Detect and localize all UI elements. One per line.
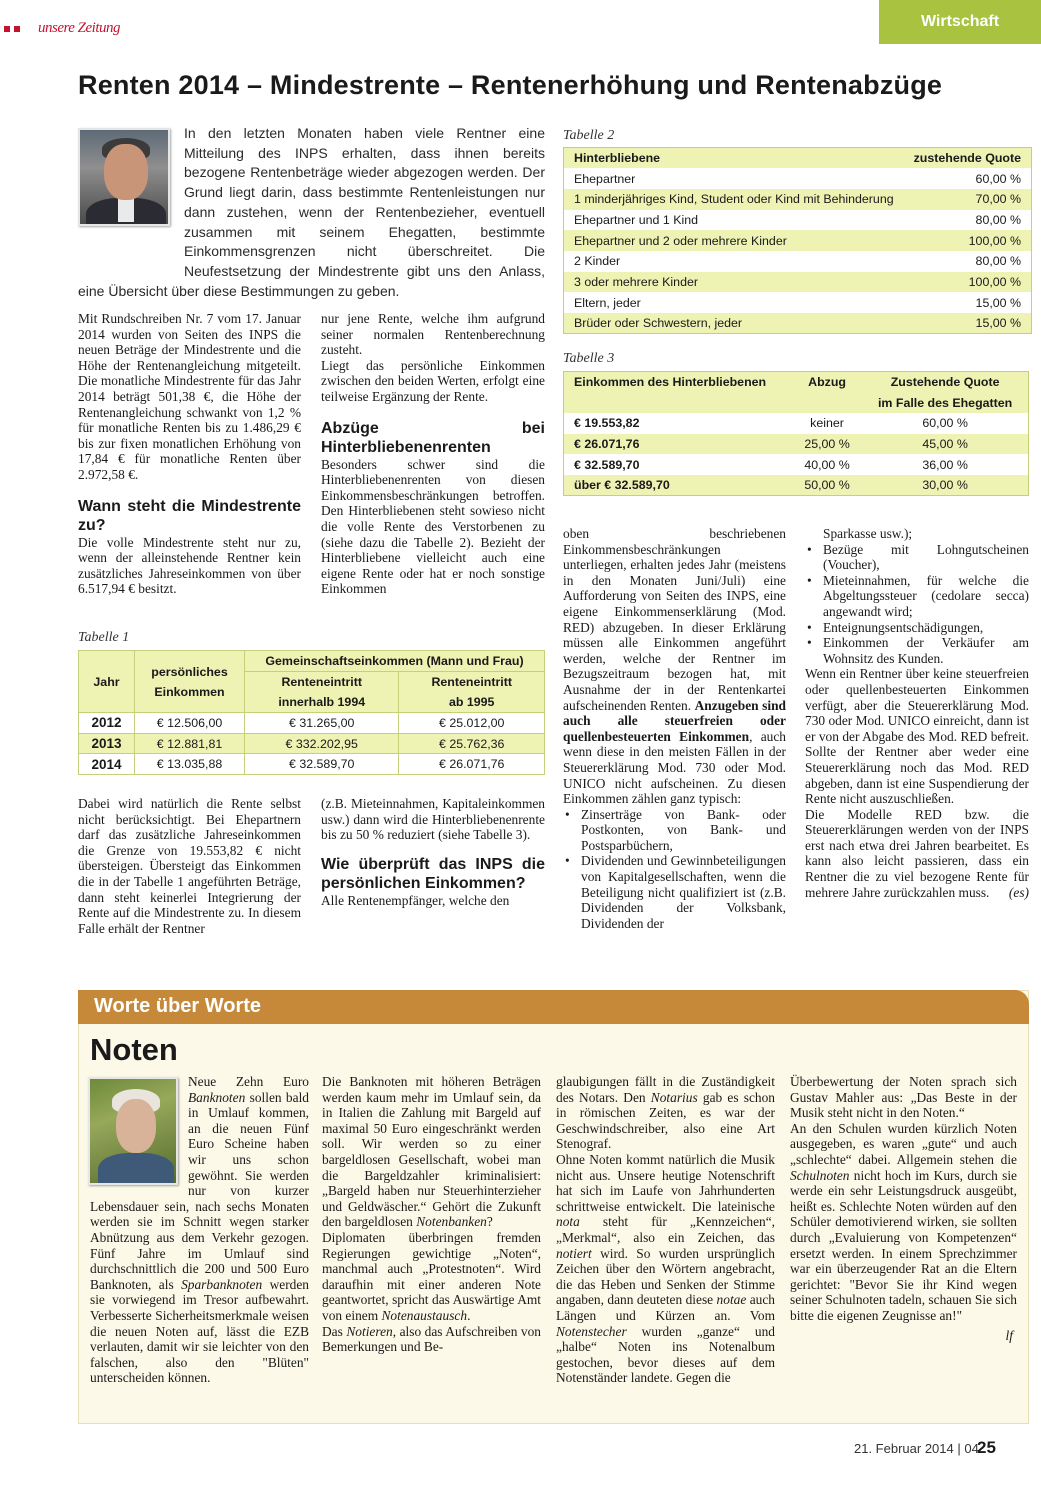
table-header-cell: Jahr (79, 651, 135, 713)
table-header-row (79, 651, 545, 672)
brand-marker (4, 26, 20, 32)
text-run: auch Längen und Kürzen an. Vom (556, 1292, 775, 1323)
paragraph: Die Modelle RED bzw. die Steuererklärungen werden von der INPS erst nach etwa drei Jahren bearbeitet. Es kann also leicht passieren, dass ein Rentner die zu viel bezogene Rente für mehrere Jahre zurückzahlen muss. (805, 806, 1029, 900)
emphasis: Anzugeben sind auch alle steuerfreien oder quellenbesteuerten Einkommen (563, 697, 786, 744)
table-cell: über € 32.589,70 (574, 478, 670, 493)
table-header-cell: Renteneintritt (245, 671, 399, 692)
column-title: Noten (90, 1032, 178, 1067)
table-row (79, 733, 545, 754)
table-1 (78, 650, 545, 775)
table-cell: 100,00 % (968, 274, 1022, 289)
table-row (564, 230, 1032, 251)
text-run: , also das Aufschreiben von Bemerkungen und Be- (322, 1323, 541, 1355)
list-item: • Zinserträge von Bank- oder Postkonten, von Bank- und Postsparbüchern, (563, 807, 786, 854)
text-run: Das (322, 1323, 347, 1339)
list-item: • Dividenden und Gewinnbeteiligungen von Kapitalgesellschaften, wenn die Beteiligung nicht qualifiziert ist (z.B. Dividenden der Volksbank, Dividenden der (563, 853, 786, 931)
table-cell: 45,00 % (922, 436, 968, 451)
table-cell: 25,00 % (804, 436, 850, 451)
emphasis: nota (556, 1214, 580, 1230)
table-row (564, 313, 1032, 334)
table-cell: € 332.202,95 (245, 733, 399, 754)
list-item: • Mieteinnahmen, für welche die Abgeltungssteuer (cedolare secca) angewandt wird; (805, 573, 1029, 620)
table-header-cell: Gemeinschaftseinkommen (Mann und Frau) (245, 651, 545, 672)
table-cell: 2012 (79, 713, 135, 734)
text-run: wird. So wurden ursprünglich Zeichen über den Wörtern angebracht, die das Heben und Senken der Stimme angaben, dann deuteten diese (556, 1245, 775, 1308)
brand-logo: unsere Zeitung (38, 20, 121, 36)
table-2-caption: Tabelle 2 (563, 128, 615, 143)
table-cell: 60,00 % (922, 416, 968, 431)
column-signature: lf (1005, 1327, 1013, 1343)
table-cell: € 25.762,36 (399, 733, 545, 754)
emphasis: Notenbanken (416, 1214, 487, 1230)
article-column-3 (563, 526, 786, 931)
table-3 (563, 371, 1029, 496)
table-cell: Ehepartner und 2 oder mehrere Kinder (574, 233, 787, 248)
column-text-4 (790, 1074, 1017, 1343)
table-cell: 30,00 % (922, 478, 968, 493)
list-item: • Bezüge mit Lohngutscheinen (Voucher), (805, 542, 1029, 573)
column-band-title: Worte über Worte (94, 995, 262, 1017)
table-cell: 100,00 % (968, 233, 1022, 248)
column-text-1 (90, 1074, 309, 1386)
table-row (79, 754, 545, 775)
table-cell: 2014 (79, 754, 135, 775)
emphasis: notiert (556, 1245, 592, 1261)
text-run: sollen bald in Umlauf kommen, an die neuen Fünf Euro Scheine haben wir uns schon gewöhnt. Sie werden nur von kurzer Lebensdauer sein, nach sechs Monaten werden sie im Schnitt wegen starker Abnützung aus dem Verkehr gezogen. Fünf Jahre im Umlauf sind durchschnittlich die 200 und 500 Euro Banknoten, als (90, 1089, 309, 1292)
table-cell: € 26.071,76 (399, 754, 545, 775)
text-run: steht für „Kennzeichen“, „Merkmal“, also ein Zeichen, das (556, 1214, 775, 1245)
emphasis: Notenstecher (556, 1323, 627, 1339)
table-cell: Ehepartner und 1 Kind (574, 212, 698, 227)
table-cell: € 13.035,88 (135, 754, 245, 775)
table-cell: Ehepartner (574, 171, 636, 186)
table-cell: € 32.589,70 (574, 457, 640, 472)
column-text-3 (556, 1074, 775, 1386)
table-header-cell: zustehende Quote (904, 148, 1032, 169)
emphasis: Banknoten (188, 1089, 246, 1105)
text-run: . (467, 1307, 471, 1323)
table-header-cell: Einkommen des Hinterbliebenen (564, 372, 792, 393)
table-cell: 2013 (79, 733, 135, 754)
subheading-abzuege: Abzüge bei Hinterbliebenenrenten (321, 419, 545, 456)
table-row (564, 272, 1032, 293)
table-cell: € 25.012,00 (399, 713, 545, 734)
table-cell: 80,00 % (975, 254, 1022, 269)
issue-date: 21. Februar 2014 | 04 (854, 1441, 979, 1456)
table-cell: € 12.506,00 (135, 713, 245, 734)
section-tab: Wirtschaft (879, 0, 1041, 44)
table-cell: € 12.881,81 (135, 733, 245, 754)
text-run: oben beschriebenen Einkommensbeschränkungen unterliegen, erhalten jedes Jahr (meistens in den Monaten Juni/Juli) eine Aufforderung von Seiten des INPS, eine eigene Einkommenserklärung (Mod. RED) abzugeben. In dieser Erklärung müssen alle Einkommen angeführt werden, welche der Rentner im Bezugszeitraum bezogen hat, mit Ausnahme der in der Rentenkartei aufscheinenden Renten. (563, 526, 786, 713)
list-item: • Einkommen der Verkäufer am Wohnsitz des Kunden. (805, 635, 1029, 666)
paragraph: Sparkasse usw.); (823, 526, 913, 541)
article-title: Renten 2014 – Mindestrente – Rentenerhöhung und Rentenabzüge (78, 70, 943, 100)
list-item: • Enteignungsentschädigungen, (805, 620, 1029, 636)
article-column-4 (805, 526, 1029, 900)
paragraph: nur jene Rente, welche ihm aufgrund seiner normalen Rentenberechnung zusteht. (321, 311, 545, 358)
emphasis: Notieren (346, 1323, 393, 1339)
paragraph: Überbewertung der Noten sprach sich Gustav Mahler aus: „Das Beste in der Musik steht nicht in den Noten.“ (790, 1074, 1017, 1121)
table-cell: 40,00 % (804, 457, 850, 472)
text-run: werden sie vorwiegend im Tresor aufbewahrt. Verbesserte Sicherheitsmerkmale weisen die neuen Noten auf, lässt die EZB verlauten, damit wir sie leichter von den falschen, also den "Blüten" unterscheiden können. (90, 1276, 309, 1386)
table-cell: 60,00 % (975, 171, 1022, 186)
article-column-2 (321, 311, 545, 597)
table-row (564, 434, 1029, 455)
table-cell: Brüder oder Schwestern, jeder (574, 316, 743, 331)
emphasis: Notenaustausch (381, 1307, 468, 1323)
table-cell: € 31.265,00 (245, 713, 399, 734)
table-cell: 3 oder mehrere Kinder (574, 274, 698, 289)
bullet-list (563, 807, 786, 932)
table-header-row (564, 392, 1029, 413)
page-number: 25 (977, 1438, 996, 1457)
table-header-cell: Hinterbliebene (564, 148, 904, 169)
table-1-caption: Tabelle 1 (78, 630, 130, 645)
table-row (564, 168, 1032, 189)
article-column-1-continued (78, 796, 301, 936)
text-run: Die Banknoten mit höheren Beträgen werden kaum mehr im Umlauf sein, da in Italien die Zahlung mit Bargeld auf maximal 50 Euro eingeschränkt werden soll. Wir werden so zu einer bargeldlosen Gesellschaft, wobei man die Bargeldzahler kriminalisiert: „Bargeld haben nur Steuerhinterzieher und Geldwäscher.“ Gehört die Zukunft den bargeldlosen (322, 1074, 541, 1230)
table-cell: 1 minderjähriges Kind, Student oder Kind mit Behinderung (574, 192, 894, 207)
table-cell: 2 Kinder (574, 254, 621, 269)
table-cell: 70,00 % (975, 192, 1022, 207)
paragraph (790, 1121, 1017, 1324)
paragraph: Liegt das persönliche Einkommen zwischen den beiden Werten, erfolgt eine teilweise Ergänzung der Rente. (321, 357, 545, 404)
table-row (79, 713, 545, 734)
paragraph: (z.B. Mieteinnahmen, Kapitaleinkommen usw.) dann wird die Hinterbliebenenrente bis zu 50 % reduziert (siehe Tabelle 3). (321, 796, 545, 843)
header-line: persönliches (151, 664, 228, 679)
table-row (564, 413, 1029, 434)
text-run: Neue Zehn Euro (188, 1074, 309, 1089)
paragraph (556, 1152, 775, 1386)
table-header-cell: Abzug (792, 372, 862, 393)
article-column-2-continued (321, 796, 545, 908)
article-intro (78, 124, 545, 301)
paragraph: Mit Rundschreiben Nr. 7 vom 17. Januar 2014 wurden von Seiten des INPS die neuen Beträge der Mindestrente und die Höhe der Rentenangleichung mitgeteilt. Die monatliche Mindestrente für das Jahr 2014 beträgt 501,38 €, die Höhe der Rentenangleichung schwankt von 1,2 % für monatliche Renten bis zu 1.486,29 € bis zur fixen monatlichen Erhöhung von 17,84 € für monatliche Renten über 2.972,58 €. (78, 311, 301, 482)
text-run: , auch wenn diese in den meisten Fällen in der Steuererklärung Mod. 730 oder Mod. UNICO nicht aufscheinen. Zu diesen Einkommen zählen ganz typisch: (563, 728, 786, 807)
text-run: An den Schulen wurden kürzlich Noten ausgegeben, es waren „gute“ und auch „schlechte“ dabei. Allgemein stehen die (790, 1120, 1017, 1167)
table-row (564, 189, 1032, 210)
table-header-row (564, 148, 1032, 169)
paragraph (322, 1324, 541, 1355)
paragraph: Alle Rentenempfänger, welche den (321, 892, 510, 908)
paragraph: Die volle Mindestrente steht nur zu, wenn der alleinstehende Rentner kein zusätzliches Jahreseinkommen von über 6.517,94 € besitzt. (78, 534, 301, 597)
paragraph (322, 1074, 541, 1230)
text-run: glaubigungen fällt in die Zuständigkeit des Notars. Den (556, 1074, 775, 1105)
table-cell: 15,00 % (975, 316, 1022, 331)
table-2 (563, 147, 1032, 334)
subheading-inps: Wie überprüft das INPS die persönlichen Einkommen? (321, 855, 545, 892)
table-header-cell (135, 651, 245, 713)
article-column-1 (78, 311, 301, 597)
subheading-mindestrente: Wann steht die Mindestrente zu? (78, 497, 301, 534)
table-row (564, 251, 1032, 272)
text-run: Diplomaten überbringen fremden Regierungen gewichtige „Noten“, manchmal auch „Protestnoten“. Wird daraufhin mit einer anderen Note geantwortet, spricht das Auswärtige Amt von einem (322, 1229, 541, 1323)
table-header-cell: ab 1995 (399, 692, 545, 713)
text-run: wurden „ganze“ und „halbe“ Noten ins Notenalbum gestochen, bevor dieses auf dem Notenständer landete. Gegen die (556, 1323, 775, 1386)
emphasis: Schulnoten (790, 1167, 850, 1183)
paragraph (322, 1230, 541, 1324)
table-cell: 36,00 % (922, 457, 968, 472)
emphasis: Notarius (650, 1089, 698, 1105)
paragraph: Wenn ein Rentner über keine steuerfreien oder quellenbesteuerten Einkommen verfügt, aber die Steuererklärung Mod. 730 oder Mod. UNICO einreicht, dann ist er von der Abgabe des Mod. RED befreit. Sollte der Rentner aber weder eine Steuererklärung noch das Mod. RED abgeben, dann ist eine Suspendierung der Rente nicht auszuschließen. (805, 666, 1029, 807)
table-cell: € 19.553,82 (574, 416, 640, 431)
table-cell: 50,00 % (804, 478, 850, 493)
table-3-caption: Tabelle 3 (563, 351, 615, 366)
text-run: gab es schon in römischen Zeiten, es war der Geschwindschreiber, also eine Art Stenograf. (556, 1089, 775, 1152)
paragraph: Besonders schwer sind die Hinterbliebenenrenten von diesen Einkommensbeschränkungen betroffen. Den Hinterbliebenen steht sowieso nicht die volle Rente des Verstorbenen zu (siehe dazu die Tabelle 2). Bezieht der Hinterbliebene vielleicht auch eine eigene Rente oder hat er noch sonstige Einkommen (321, 456, 545, 597)
table-header-cell: Renteneintritt (399, 671, 545, 692)
emphasis: notae (716, 1292, 747, 1308)
table-header-cell: Zustehende Quote (862, 372, 1028, 393)
emphasis: Sparbanknoten (181, 1276, 263, 1292)
table-cell: keiner (810, 416, 844, 431)
bullet-list (805, 542, 1029, 667)
table-row (564, 210, 1032, 231)
table-cell: 80,00 % (975, 212, 1022, 227)
table-header-cell: innerhalb 1994 (245, 692, 399, 713)
table-row (564, 454, 1029, 475)
table-header-cell: im Falle des Ehegatten (862, 392, 1028, 413)
paragraph (563, 526, 786, 807)
intro-text: In den letzten Monaten haben viele Rentner eine Mitteilung des INPS erhalten, dass ihnen bereits bezogene Rentenbeträge wieder abgezogen werden. Der Grund liegt darin, dass bestimmte Rentenleistungen nur dann zustehen, wenn der Rentenbezieher, eventuell zusammen mit seinem Ehegatten, bestimmte Einkommensgrenzen nicht überschreitet. Die Neufestsetzung der Mindestrente gibt uns den Anlass, eine Übersicht über diese Bestimmungen zu geben. (78, 125, 545, 299)
paragraph: Dabei wird natürlich die Rente selbst nicht berücksichtigt. Bei Ehepartnern darf das zusätzliche Jahreseinkommen die Grenze von 19.553,82 € nicht übersteigen. Übersteigt das Einkommen die in der Tabelle 1 angeführten Beträge, dann steht keinerlei Integrierung der Rente auf die Mindestrente zu. In diesem Falle erhält der Rentner (78, 796, 301, 936)
table-cell: € 32.589,70 (245, 754, 399, 775)
author-signature: (es) (1008, 884, 1029, 900)
table-cell: Eltern, jeder (574, 295, 641, 310)
column-text-2 (322, 1074, 541, 1355)
table-header-row (564, 372, 1029, 393)
text-run: nicht hoch im Kurs, durch sie werde ein sehr Leistungsdruck ausgeübt, heißt es. Schlechte Noten würden auf den Schüler demotivierend wirken, sie sollten durch „Evaluierung von Kompetenzen“ ersetzt werden. In einem Sprechzimmer war ein überzeugender Rat an die Eltern gerichtet: "Bevor Sie ihr Kind wegen seiner Schulnoten tadeln, schauen Sie sich bitte die eigenen Zeugnisse an!" (790, 1167, 1017, 1323)
table-cell: € 26.071,76 (574, 436, 640, 451)
paragraph (556, 1074, 775, 1152)
header-line: Einkommen (154, 684, 225, 699)
text-run: ? (486, 1214, 493, 1230)
table-row (564, 475, 1029, 496)
table-cell: 15,00 % (975, 295, 1022, 310)
text-run: Ohne Noten kommt natürlich die Musik nicht aus. Unsere heutige Notenschrift hat sich im Laufe von Jahrhunderten schrittweise entwickelt. Die lateinische (556, 1151, 775, 1214)
table-row (564, 292, 1032, 313)
